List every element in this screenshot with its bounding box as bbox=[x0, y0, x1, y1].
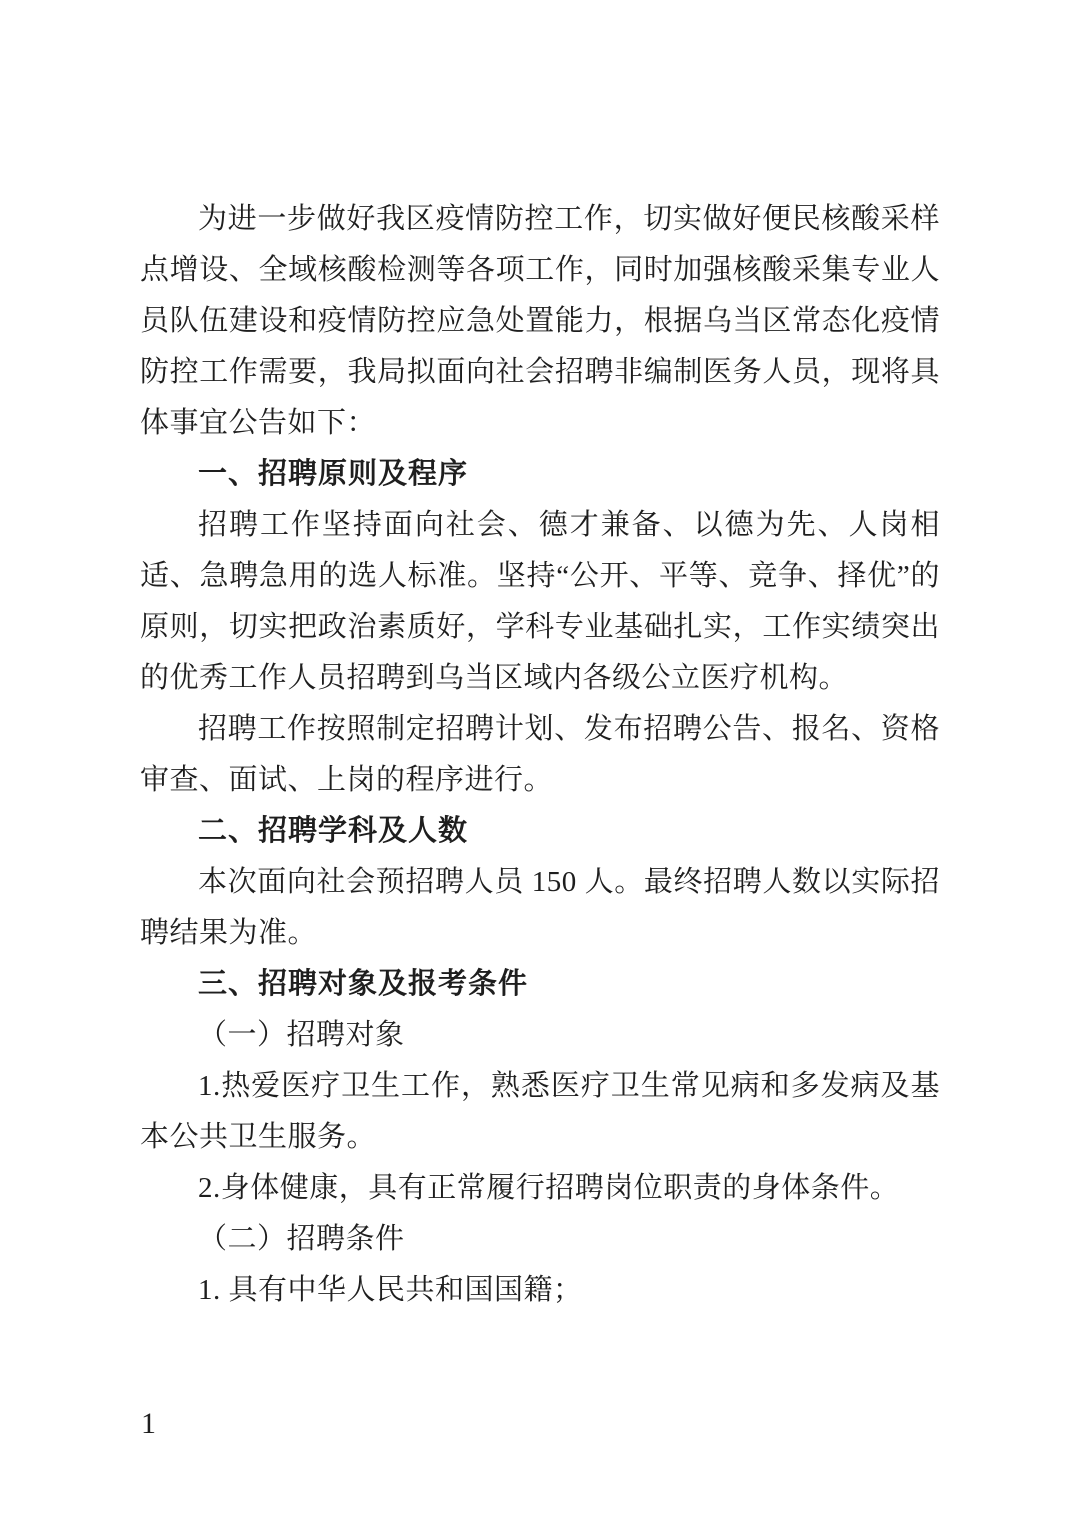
paragraph-condition-item-1: 1. 具有中华人民共和国国籍； bbox=[198, 1274, 583, 1306]
paragraph-procedure: 招聘工作按照制定招聘计划、发布招聘公告、报名、资格审查、面试、上岗的程序进行。 bbox=[140, 713, 940, 796]
section-heading-3: 三、招聘对象及报考条件 bbox=[198, 968, 529, 1000]
page-number: 1 bbox=[141, 1407, 156, 1440]
paragraph-headcount: 本次面向社会预招聘人员 150 人。最终招聘人数以实际招聘结果为准。 bbox=[140, 866, 940, 949]
sub-heading-targets: （一）招聘对象 bbox=[198, 1019, 405, 1051]
section-heading-1: 一、招聘原则及程序 bbox=[198, 458, 469, 490]
document-body bbox=[140, 194, 940, 1316]
paragraph-target-item-2: 2.身体健康，具有正常履行招聘岗位职责的身体条件。 bbox=[198, 1172, 900, 1204]
paragraph-principles: 招聘工作坚持面向社会、德才兼备、以德为先、人岗相适、急聘急用的选人标准。坚持“公开、平等、竞争、择优”的原则，切实把政治素质好，学科专业基础扎实，工作实绩突出的优秀工作人员招聘到乌当区域内各级公立医疗机构。 bbox=[140, 509, 940, 694]
paragraph-intro: 为进一步做好我区疫情防控工作，切实做好便民核酸采样点增设、全域核酸检测等各项工作，同时加强核酸采集专业人员队伍建设和疫情防控应急处置能力，根据乌当区常态化疫情防控工作需要，我局拟面向社会招聘非编制医务人员，现将具体事宜公告如下： bbox=[140, 203, 940, 439]
section-heading-2: 二、招聘学科及人数 bbox=[198, 815, 469, 847]
paragraph-target-item-1: 1.热爱医疗卫生工作，熟悉医疗卫生常见病和多发病及基本公共卫生服务。 bbox=[140, 1070, 940, 1153]
sub-heading-conditions: （二）招聘条件 bbox=[198, 1223, 405, 1255]
